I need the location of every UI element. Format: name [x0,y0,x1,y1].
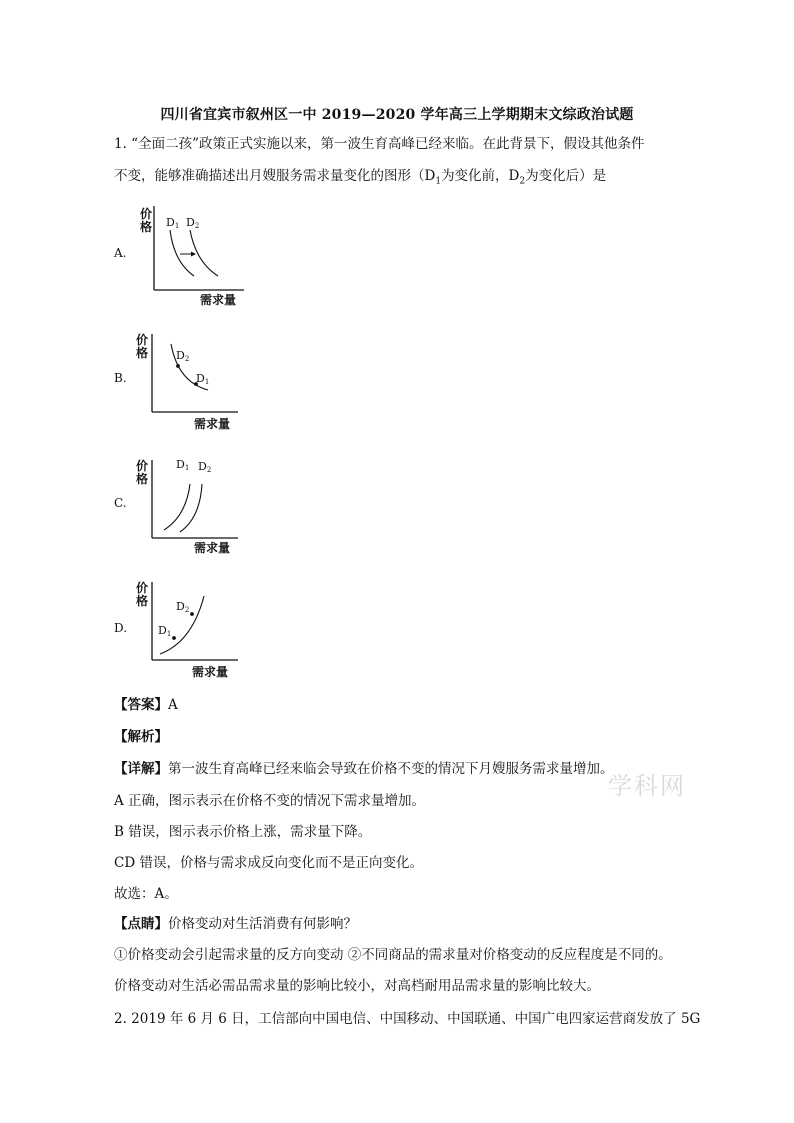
curve-d1 [164,484,190,530]
q1-text-b: 为变化前，D [441,168,520,184]
curve-label-2: D1 [158,624,172,638]
curve-label-1: D1 [176,458,190,472]
answer-line [114,696,178,714]
curve-label-2: D1 [196,372,210,386]
q1-text-a: 不变，能够准确描述出月嫂服务需求量变化的图形（D [114,168,436,184]
page-title: 四川省宜宾市叙州区一中 2019—2020 学年高三上学期期末文综政治试题 [160,107,634,123]
x-axis-label: 需求量 [200,293,237,307]
option-a-label: A. [114,246,127,260]
x-axis-label: 需求量 [194,417,231,431]
curve-label-2: D2 [198,460,212,474]
curve-label-1: D1 [166,216,180,230]
x-axis-label: 需求量 [192,665,229,679]
curve-label-1: D2 [176,349,190,363]
q1-text-c: 为变化后）是 [525,168,607,184]
explain-line-2: B 错误，图示表示价格上涨，需求量下降。 [114,824,372,840]
analysis-tag: 【解析】 [114,729,168,745]
tip-line [114,915,357,933]
detail-text: 第一波生育高峰已经来临会导致在价格不变的情况下月嫂服务需求量增加。 [168,761,614,777]
curve-d2 [190,230,218,276]
option-c-graph [134,452,244,560]
question-2-line-1: 2. 2019 年 6 月 6 日，工信部向中国电信、中国移动、中国联通、中国广电四家运营商发放了 5G [114,1011,701,1027]
explain-line-4: 故选：A。 [114,886,178,902]
y-axis-char-1: 价 [136,459,149,473]
q1-sub-1: 1 [435,176,442,187]
question-1-line-1: 1. “全面二孩”政策正式实施以来，第一波生育高峰已经来临。在此背景下，假设其他条件 [114,136,645,152]
curve-label-1: D2 [176,600,190,614]
point-d2 [176,364,180,368]
y-axis-char-1: 价 [136,581,149,595]
y-axis-char-2: 格 [136,594,149,608]
y-axis-char-2: 格 [140,220,153,234]
option-d-graph [134,576,244,684]
option-a-graph [138,200,248,308]
detail-line [114,760,614,778]
point-d1 [172,636,176,640]
question-1-line-2 [114,167,606,191]
tip-line-2: 价格变动对生活必需品需求量的影响比较小，对高档耐用品需求量的影响比较大。 [114,978,600,994]
curve-label-2: D2 [186,216,200,230]
option-d-label: D. [114,621,128,635]
explain-line-1: A 正确，图示表示在价格不变的情况下需求量增加。 [114,793,426,809]
answer-value: A [168,697,178,713]
q1-sub-2: 2 [519,176,526,187]
explain-line-3: CD 错误，价格与需求成反向变化而不是正向变化。 [114,855,423,871]
y-axis-char-2: 格 [136,346,149,360]
detail-tag: 【详解】 [114,761,168,777]
tip-text: 价格变动对生活消费有何影响？ [168,916,357,932]
curve-d1 [170,230,194,276]
tip-tag: 【点睛】 [114,916,168,932]
y-axis-char-1: 价 [136,333,149,347]
option-b-graph [134,326,244,434]
answer-tag: 【答案】 [114,697,168,713]
y-axis-char-1: 价 [140,207,153,221]
option-c-label: C. [114,496,127,510]
tip-line-1: ①价格变动会引起需求量的反方向变动 ②不同商品的需求量对价格变动的反应程度是不同的。 [114,947,672,963]
x-axis-label: 需求量 [194,541,231,555]
watermark: 学科网 [608,772,686,800]
option-b-label: B. [114,371,127,385]
point-d2 [190,612,194,616]
arrow-head [191,252,196,257]
y-axis-char-2: 格 [136,472,149,486]
